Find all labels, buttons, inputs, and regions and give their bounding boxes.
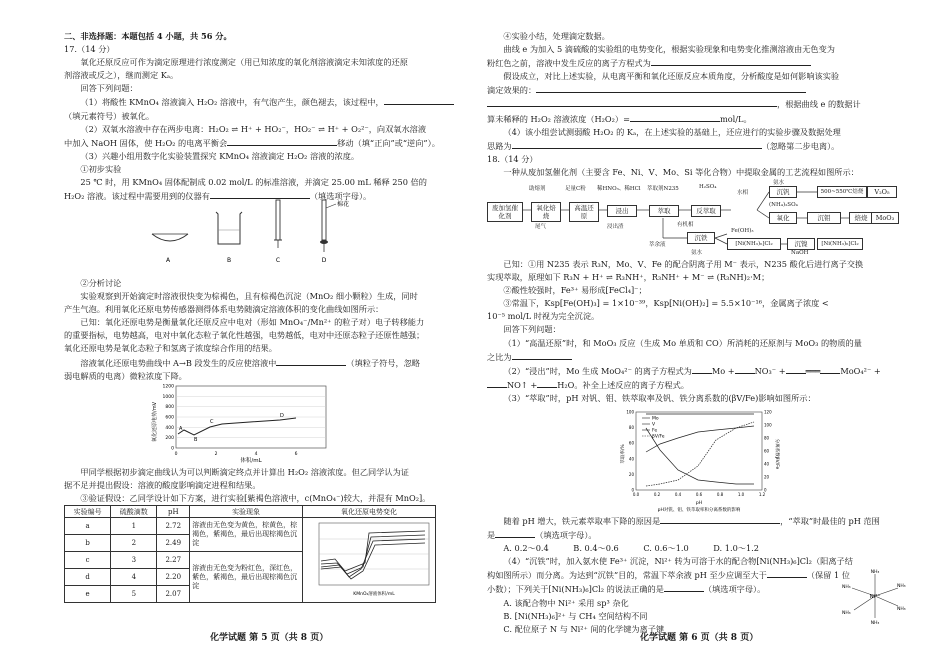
extraction-chart [620, 408, 780, 514]
q17-intro-2: 剂溶液或反之），继而测定 Kₐ。 [64, 70, 179, 81]
left-page-cont2 [64, 466, 474, 505]
r4: 假设成立，对比上述实验，从电离平衡和氧化还原反应本质角度，分析酸度是如何影响该实验 [503, 71, 840, 82]
q17-head: 17.（14 分） [64, 44, 115, 55]
q18-ask: 回答下列问题： [503, 324, 561, 335]
step3-a: 甲同学根据初步滴定曲线认为可以判断滴定终点并计算出 H₂O₂ 溶液浓度。但乙同学认为证 [80, 467, 409, 477]
known-3: ②酸性较强时，Fe³⁺ 易形成[FeCl₄]⁻； [503, 285, 647, 296]
answer-blank[interactable] [537, 378, 557, 388]
q17-p2-b: 中加入 NaOH 固体，使 H₂O₂ 的电离平衡会 移动（填“正向”或“逆向”）。 [64, 137, 440, 148]
flow-carbon: 足量C粉 [565, 186, 586, 192]
q18-p3-c: 是 （填选项字母）。 [487, 530, 597, 541]
r3: 粉红色之前，溶液中发生反应的离子方程式为 [487, 56, 897, 70]
left-page-cont [64, 277, 474, 383]
flow-nh4so4: (NH₄)₂SO₄ [769, 202, 798, 208]
q18-p1: （1）“高温还原”时，和 MoO₃ 反应（生成 Mo 单质和 CO）所消耗的还原剂与 MoO₃ 的物质的量 [503, 337, 862, 348]
answer-blank[interactable] [384, 95, 454, 105]
flow-fe-precip: 沉铁 [687, 232, 715, 244]
y-tick-label: 1200 [162, 384, 174, 390]
right-y-tick: 40 [764, 461, 770, 467]
left-y-tick: 100 [626, 409, 634, 415]
flow-naoh: NaOH [791, 250, 809, 256]
label-d: D [321, 257, 327, 264]
right-y-tick: 0 [764, 487, 767, 493]
q18-options: A. 0.2～0.4 B. 0.4～0.6 C. 0.6～1.0 D. 1.0～1.2 [503, 543, 759, 554]
step3-c: ③验证假设：乙同学设计如下方案，进行实验[紫褐色溶液中，c(MnO₄⁻)较大，并混有 MnO₂]。 [80, 493, 431, 504]
q17-p2: （2）双氧水溶液中存在两步电离：H₂O₂ ⇌ H⁺ + HO₂⁻，HO₂⁻ ⇌ H⁺ + O₂²⁻，向双氧水溶液 [80, 123, 427, 134]
x-tick: 0.4 [674, 492, 682, 497]
flow-tailgas: 尾气 [535, 224, 547, 230]
point-b: B [194, 437, 198, 443]
flow-mo-precip: 沉钼 [807, 212, 841, 224]
x-tick-label: 0 [174, 452, 178, 457]
q18-p4-c: 小数）；下列关于[Ni(NH₃)₆]Cl₂ 的说法正确的是 （填选项字母）。 [487, 584, 766, 595]
svg-text:Fe: Fe [652, 428, 658, 434]
label-c: C [275, 257, 281, 264]
flow-ni-complex-out: [Ni(NH₃)₆]Cl₂ [817, 238, 863, 250]
r7: 算未稀释的 H₂O₂ 溶液浓度（H₂O₂）= mol/L。 [487, 113, 752, 124]
q17-p1-b: （填元素符号）被氧化。 [64, 110, 155, 121]
beaker-icon [216, 212, 242, 244]
r2: 曲线 e 为加入 5 滴硫酸的实验组的电势变化，根据实验现象和电势变化推测溶液由无色变为 [503, 44, 835, 55]
x-ticks [175, 451, 298, 457]
ni-ion-label: Ni²⁺ [869, 594, 881, 600]
answer-blank[interactable] [487, 378, 507, 388]
answer-blank[interactable] [692, 364, 712, 374]
answer-blank[interactable] [820, 364, 840, 374]
answer-blank[interactable] [767, 568, 807, 578]
q18-p2-b: NO↑ + H₂O。补全上述反应的离子方程式。 [487, 378, 897, 392]
x-tick: 1.2 [758, 492, 766, 497]
flow-raffinate: 萃余液 [649, 242, 666, 248]
page-footer-left: 化学试题 第 5 页（共 8 页） [210, 633, 329, 643]
answer-blank[interactable] [664, 582, 704, 592]
flow-acids: 稀HNO₃、稀HCl [597, 186, 641, 192]
right-page-cont [487, 258, 897, 405]
flow-strip: 反萃取 [691, 205, 721, 217]
table-row: e 5 2.07 [65, 586, 436, 603]
q17-ask: 回答下列问题： [80, 83, 138, 94]
right-page [487, 30, 897, 179]
x-tick-label: 4 [254, 452, 258, 457]
flow-reduce: 高温还原 [569, 202, 599, 222]
right-y-tick: 20 [764, 474, 770, 480]
known-5: 10⁻⁵ mol/L 时视为完全沉淀。 [487, 311, 600, 322]
answer-blank[interactable] [536, 83, 806, 93]
flow-leach: 浸出 [607, 205, 637, 217]
x-tick-label: 6 [294, 452, 298, 457]
ylabel-left: 萃取率/% [621, 444, 626, 464]
x-tick: 0.6 [695, 492, 703, 497]
step2-d: 的重要指标，电势越高，电对中氧化态粒子氧化性越强，电势越低，电对中还原态粒子还原性越强； [64, 330, 425, 341]
svg-text:NH₃: NH₃ [870, 621, 880, 626]
r1: ④实验小结，处理滴定数据。 [503, 31, 610, 41]
svg-text:NH₃: NH₃ [897, 584, 906, 589]
left-y-tick: 40 [628, 456, 634, 462]
flow-residue: 浸出渣 [607, 224, 624, 230]
flow-aqueous: 水相 [737, 190, 749, 196]
potential-chart [150, 382, 340, 464]
step1-a: 25 ℃ 时，用 KMnO₄ 固体配制成 0.02 mol/L 的标准溶液，并滴定 25.00 mL 稀释 250 倍的 [80, 177, 427, 188]
q18-p2: （2）“浸出”时，Mo 生成 MoO₄²⁻ 的离子方程式为 Mo + NO₃⁻ + ═══ MoO₄²⁻ + [503, 365, 881, 376]
mini-xlabel: KMnO₄溶液体积/mL [353, 592, 395, 597]
mini-chart-cell [303, 518, 436, 603]
q18-p1-b: 之比为 [487, 350, 897, 364]
x-tick: 0.0 [632, 492, 640, 497]
table-row: c 3 2.27 溶液由无色变为粉红色，深红色，紫色，紫褐色，最后出现棕褐色沉淀 [65, 552, 436, 569]
left-page [64, 30, 474, 203]
answer-blank[interactable] [512, 139, 762, 149]
flow-feoh3: Fe(OH)₃ [731, 228, 754, 234]
obs-cell-1: 溶液由无色变为黄色，棕黄色，棕褐色，紫褐色，最后出现棕褐色沉淀 [190, 518, 303, 552]
obs-cell-2: 溶液由无色变为粉红色，深红色，紫色，紫褐色，最后出现棕褐色沉淀 [190, 552, 303, 603]
page-footer-right: 化学试题 第 6 页（共 8 页） [640, 633, 759, 643]
step3-b: 据不足并提出假设：溶液的酸度影响滴定进程和结果。 [64, 480, 261, 491]
known-2: 实现萃取，原理如下 R₃N + H⁺ ⇌ R₃NH⁺，R₃NH⁺ + M⁻ ⇌ (R₃NH)₂·M； [487, 272, 770, 283]
answer-blank[interactable] [660, 514, 780, 524]
q18-intro: 一种从废加氢催化剂（主要含 Fe、Ni、V、Mo、Si 等化合物）中提取金属的工艺流程如图所示： [503, 166, 859, 177]
r5: 滴定效果的： [487, 83, 897, 97]
step2-c: 已知：氧化还原电势是衡量氧化还原反应中电对（形如 MnO₄⁻/Mn²⁺ 的粒子对）电子转移能力 [80, 317, 425, 328]
point-a: A [179, 426, 183, 432]
left-y-tick: 80 [628, 425, 634, 431]
r8: （4）该小组尝试测弱酸 H₂O₂ 的 Kₐ，在上述实验的基础上，还应进行的实验步骤及数据处理 [503, 126, 841, 137]
table-row: d 4 2.20 [65, 569, 436, 586]
step2-b: 产生气泡。利用氧化还原电势传感器测得体系电势随滴定溶液体积的变化曲线如图所示： [64, 304, 384, 315]
q17-intro: 氧化还原反应可作为滴定原理进行浓度测定（用已知浓度的氧化剂溶液滴定未知浓度的还原 [80, 57, 408, 68]
option-a: A. 该配合物中 Ni²⁺ 采用 sp³ 杂化 [503, 597, 629, 608]
option-c: C. 配位原子 N 与 Ni²⁺ 间的化学键为离子键 [503, 623, 665, 634]
th-obs: 实验现象 [190, 506, 303, 518]
q18-p4-b: 构如图所示）而分离。为达到“沉铁”目的，常温下萃余液 pH 至少应调至大于 （保留 1 位 [487, 570, 850, 581]
q18-p3-b: 随着 pH 增大，铁元素萃取率下降的原因是 ，“萃取”时最佳的 pH 范围 [503, 516, 880, 526]
legend [642, 416, 665, 440]
r9: 思路为 （忽略第二步电离）。 [487, 140, 840, 151]
flow-raw: 废加氢催化剂 [487, 202, 523, 222]
chart2-xlabel: pH [695, 501, 703, 506]
q18-p4: （4）“沉铁”时，加入氨水使 Fe³⁺ 沉淀，Ni²⁺ 转为可溶于水的配合物[Ni(NH₃)₆]Cl₂（阳离子结 [503, 556, 853, 567]
th-potential: 氧化还原电势变化 [303, 506, 436, 518]
flow-flux: 助熔剂 [529, 186, 546, 192]
answer-blank[interactable] [227, 136, 337, 146]
flow-ni-complex: [Ni(NH₃)₆]Cl₂ [727, 238, 781, 250]
left-y-tick: 20 [628, 471, 634, 477]
left-y-tick: 0 [631, 487, 634, 493]
label-a: A [165, 257, 171, 264]
svg-text:βV/Fe: βV/Fe [652, 434, 665, 440]
point-c: C [210, 419, 214, 425]
step2-h: 弱电解质的电离）微粒浓度下降。 [64, 370, 187, 381]
flow-ni-precip: 沉镍 [787, 238, 815, 250]
flow-extract: 萃取 [649, 205, 679, 217]
y-tick-label: 200 [165, 436, 174, 442]
r6: ，根据曲线 e 的数据计 [487, 97, 897, 111]
y-tick-label: 600 [165, 415, 174, 421]
svg-text:NH₃: NH₃ [842, 585, 851, 590]
right-y-tick: 60 [764, 448, 770, 454]
right-y-tick: 100 [764, 422, 772, 428]
chart-ylabel: 氧化还原电势/mV [152, 402, 158, 442]
step2-e: 氧化还原电势是氧化态粒子和氢离子浓度综合作用的结果。 [64, 343, 277, 354]
label-b: B [226, 257, 232, 264]
burette-icon [276, 200, 280, 240]
y-tick-label: 0 [171, 446, 174, 452]
chart-xlabel: 体积/mL [240, 458, 262, 464]
x-tick-label: 2 [214, 452, 218, 457]
table-row: b 2 2.49 [65, 535, 436, 552]
potential-curve [178, 418, 296, 435]
answer-blank[interactable] [512, 350, 572, 360]
step2-a: 实验观察到开始滴定时溶液很快变为棕褐色，且有棕褐色沉淀（MnO₂ 细小颗粒）生成，同时 [80, 291, 418, 302]
flow-oxidize-roast: 氧化焙烧 [531, 202, 561, 222]
answer-blank[interactable] [276, 356, 346, 366]
x-tick: 1.0 [737, 492, 745, 497]
answer-blank[interactable] [495, 528, 535, 538]
option-b: B. [Ni(NH₃)₆]²⁺ 与 CH₄ 空间结构不同 [503, 610, 648, 621]
flow-ammonia-2: 氨水 [691, 250, 703, 256]
flow-organic: 有机相 [677, 222, 694, 228]
right-y-tick: 80 [764, 435, 770, 441]
cotton-label: 棉花 [337, 201, 350, 208]
svg-text:NH₃: NH₃ [842, 611, 851, 616]
point-d: D [280, 413, 284, 419]
x-tick: 0.2 [653, 492, 661, 497]
flow-v2o5: V₂O₅ [867, 186, 897, 198]
answer-blank[interactable] [735, 364, 755, 374]
flow-calcine: 焙烧 [849, 212, 873, 224]
step2-f: 溶液氧化还原电势曲线中 A→B 段发生的反应使溶液中 （填粒子符号，忽略 [80, 357, 421, 368]
right-y-tick: 120 [764, 409, 772, 415]
step1-title: ①初步实验 [80, 163, 122, 174]
ylabel-right: 分离系数βV/Fe [774, 438, 779, 470]
svg-text:NH₃: NH₃ [870, 570, 880, 575]
right-page-cont2 [487, 514, 897, 636]
q17-p3: （3）兴趣小组用数字化实验装置探究 KMnO₄ 溶液滴定 H₂O₂ 溶液的浓度。 [80, 150, 360, 161]
q18-p3: （3）“萃取”时，pH 对钒、钼、铁萃取率及钒、铁分离系数的(βV/Fe)影响如图所示： [503, 392, 816, 403]
flow-v-precip: 沉钒 [769, 186, 797, 198]
svg-text:Mo: Mo [652, 416, 659, 422]
flow-n235: 萃取剂N235 [647, 186, 679, 192]
ni-complex-structure [840, 566, 910, 626]
known-1: 已知：①用 N235 表示 R₃N，Mo、V、Fe 的配合阴离子用 M⁻ 表示，N235 酸化后进行离子交换 [503, 259, 864, 269]
verify-table [64, 505, 436, 603]
apparatus-figure [150, 198, 390, 268]
known-4: ③常温下，Ksp[Fe(OH)₃] = 1×10⁻³⁹，Ksp[Ni(OH)₂] = 5.5×10⁻¹⁶，金属离子浓度 < [503, 298, 829, 309]
svg-text:NH₃: NH₃ [897, 607, 906, 612]
q18-head: 18.（14 分） [487, 153, 538, 164]
answer-blank[interactable] [651, 56, 811, 66]
evaporating-dish-icon [152, 234, 188, 241]
y-ticks [163, 384, 175, 452]
acid-burette-icon [322, 200, 326, 240]
mini-potential-chart [305, 519, 433, 599]
chart2-caption: pH对钒、钼、铁萃取率和分离系数的影响 [657, 508, 741, 513]
answer-blank[interactable] [487, 97, 777, 107]
y-tick-label: 1000 [162, 394, 174, 400]
table-row: a 1 2.72 溶液由无色变为黄色，棕黄色，棕褐色，紫褐色，最后出现棕褐色沉淀 KMnO₄溶液体积/mL [65, 518, 436, 535]
th-id: 实验编号 [65, 506, 111, 518]
y-tick-label: 400 [165, 425, 174, 431]
th-ph: pH [157, 506, 190, 518]
section-title: 二、非选择题：本题包括 4 小题，共 56 分。 [64, 31, 232, 41]
step1-b: H₂O₂ 溶液。该过程中需要用到的仪器有 （填选项字母）。 [64, 191, 372, 202]
flow-ammonia: 氨水 [773, 180, 785, 186]
flow-moo3: MoO₃ [871, 212, 899, 224]
step2-title: ②分析讨论 [80, 278, 122, 288]
th-drops: 硫酸滴数 [111, 506, 157, 518]
q17-p1: （1）将酸性 KMnO₄ 溶液滴入 H₂O₂ 溶液中，有气泡产生，颜色褪去，该过程中， [64, 95, 474, 109]
flow-calcine-note: 500~550℃焙烧 [817, 186, 867, 198]
svg-text:V: V [652, 422, 656, 428]
flow-h2so4: H₂SO₄ [699, 184, 717, 190]
answer-blank[interactable] [630, 112, 720, 122]
flow-oxidize: 氧化 [769, 212, 797, 224]
process-flow [487, 178, 897, 258]
y-tick-label: 800 [165, 405, 174, 411]
answer-blank[interactable] [786, 364, 806, 374]
x-tick: 0.8 [716, 492, 724, 497]
left-y-tick: 60 [628, 440, 634, 446]
